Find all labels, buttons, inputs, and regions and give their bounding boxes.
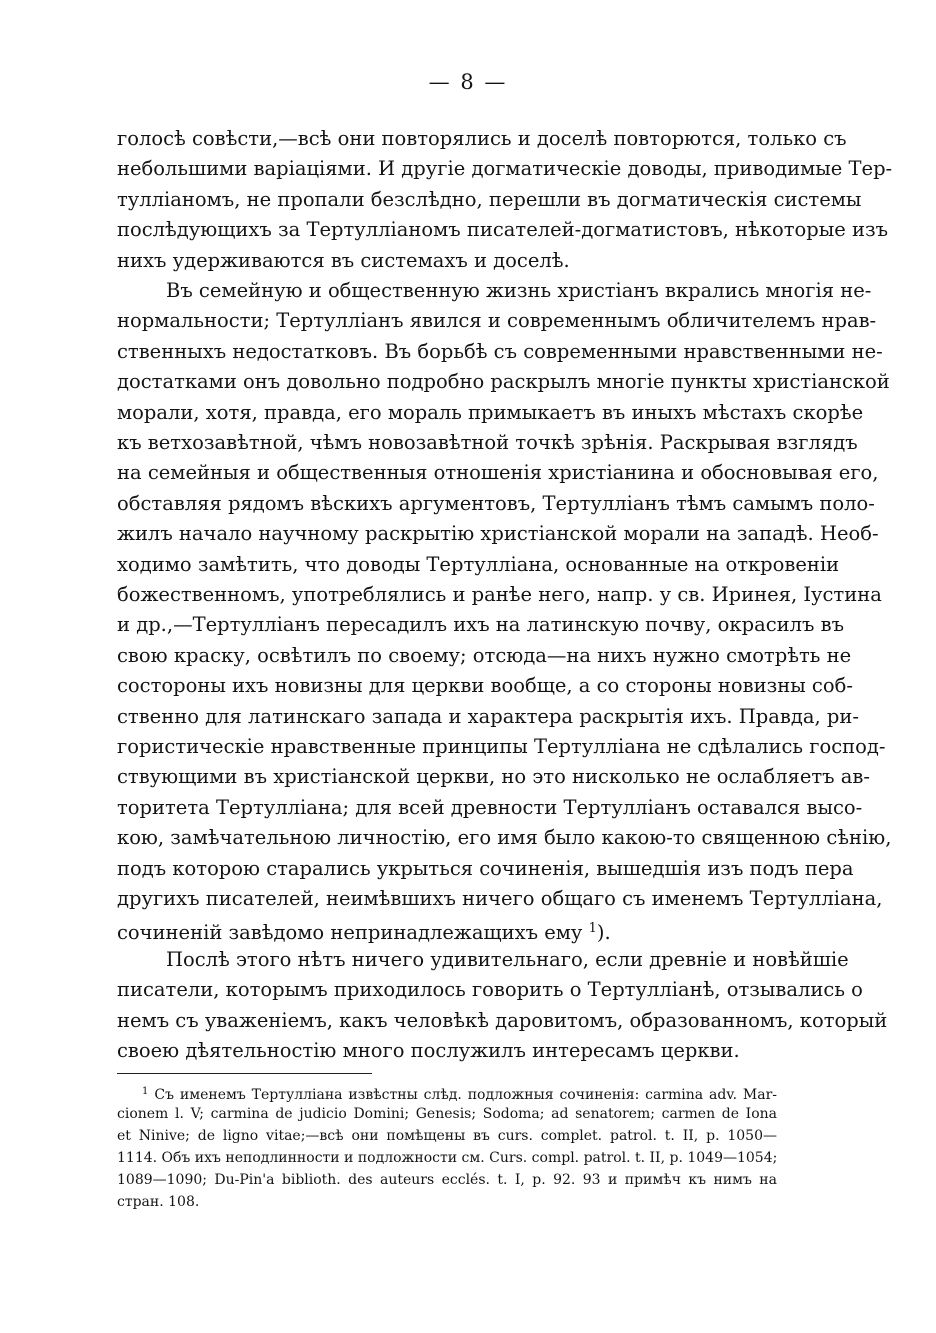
text-line: на семейныя и общественныя отношенія христіанина и обосновывая его, xyxy=(117,461,879,484)
text-line: нихъ удерживаются въ системахъ и доселѣ. xyxy=(117,249,570,272)
text-line: къ ветхозавѣтной, чѣмъ новозавѣтной точкѣ зрѣнія. Раскрывая взглядъ xyxy=(117,431,858,454)
footnote-line: et Ninive; de ligno vitae;—всѣ они помѣщены въ curs. complet. patrol. t. II, p. 1050— xyxy=(117,1128,777,1144)
text-line: достатками онъ довольно подробно раскрылъ многіе пункты христіанской xyxy=(117,370,890,393)
text-line-with-footnote-ref xyxy=(117,915,777,947)
footnote-mark: 1 xyxy=(142,1086,149,1097)
text-line: ственныхъ недостатковъ. Въ борьбѣ съ современными нравственными не- xyxy=(117,340,883,363)
text-line: морали, хотя, правда, его мораль примыкаетъ въ иныхъ мѣстахъ скорѣе xyxy=(117,401,864,424)
footnote-line-text: Съ именемъ Тертулліана извѣстны слѣд. подложныя сочиненія: carmina adv. Mar- xyxy=(154,1087,777,1103)
footnote-reference-close: ). xyxy=(596,921,611,944)
text-line: состороны ихъ новизны для церкви вообще, а со стороны новизны соб- xyxy=(117,674,853,697)
text-line: и др.,—Тертулліанъ пересадилъ ихъ на латинскую почву, окрасилъ въ xyxy=(117,613,844,636)
text-line: своею дѣятельностію много послужилъ интересамъ церкви. xyxy=(117,1039,740,1062)
footnote-reference[interactable]: 1 xyxy=(588,921,597,936)
footnote-line: 1089—1090; Du-Pin'a biblioth. des auteurs ecclés. t. I, p. 92. 93 и примѣч къ нимъ на xyxy=(117,1172,777,1188)
text-line: ственно для латинскаго запада и характера раскрытія ихъ. Правда, ри- xyxy=(117,705,859,728)
text-line: божественномъ, употреблялись и ранѣе него, напр. у св. Иринея, Іустина xyxy=(117,583,882,606)
text-line: тулліаномъ, не пропали безслѣдно, перешли въ догматическія системы xyxy=(117,188,862,211)
footnote-line: 1114. Объ ихъ неподлинности и подложности см. Curs. compl. patrol. t. II, p. 1049—1054; xyxy=(117,1150,778,1166)
text-line: подъ которою старались укрыться сочиненія, вышедшія изъ подъ пера xyxy=(117,857,854,880)
text-line: нормальности; Тертулліанъ явился и современнымъ обличителемъ нрав- xyxy=(117,309,877,332)
text-line: немъ съ уваженіемъ, какъ человѣкѣ даровитомъ, образованномъ, который xyxy=(117,1009,888,1032)
text-line: Послѣ этого нѣтъ ничего удивительнаго, если древніе и новѣйшіе xyxy=(166,948,849,971)
text-line: ходимо замѣтить, что доводы Тертулліана, основанные на откровеніи xyxy=(117,553,840,576)
footnote-line: стран. 108. xyxy=(117,1194,200,1210)
text-line: другихъ писателей, неимѣвшихъ ничего общаго съ именемъ Тертулліана, xyxy=(117,887,883,910)
text-line-content: сочиненій завѣдомо непринадлежащихъ ему xyxy=(117,921,583,944)
footnote-separator xyxy=(117,1073,372,1074)
text-line: ствующими въ христіанской церкви, но это нисколько не ослабляетъ ав- xyxy=(117,765,870,788)
text-line: свою краску, освѣтилъ по своему; отсюда—на нихъ нужно смотрѣть не xyxy=(117,644,852,667)
text-line: послѣдующихъ за Тертулліаномъ писателей-догматистовъ, нѣкоторые изъ xyxy=(117,218,889,241)
footnote-line: cionem l. V; carmina de judicio Domini; Genesis; Sodoma; ad senatorem; carmen de Iona xyxy=(117,1106,777,1122)
text-line: небольшими варіаціями. И другіе догматическіе доводы, приводимые Тер- xyxy=(117,157,893,180)
text-line: гористическіе нравственные принципы Тертулліана не сдѣлались господ- xyxy=(117,735,886,758)
text-line: кою, замѣчательною личностію, его имя было какою-то священною сѣнію, xyxy=(117,826,892,849)
text-line: писатели, которымъ приходилось говорить о Тертулліанѣ, отзывались о xyxy=(117,978,863,1001)
text-line: торитета Тертулліана; для всей древности Тертулліанъ оставался высо- xyxy=(117,796,863,819)
text-line: жилъ начало научному раскрытію христіанской морали на западѣ. Необ- xyxy=(117,522,879,545)
text-line: голосѣ совѣсти,—всѣ они повторялись и доселѣ повторются, только съ xyxy=(117,127,847,150)
page-number: — 8 — xyxy=(428,70,508,94)
text-line: обставляя рядомъ вѣскихъ аргументовъ, Тертулліанъ тѣмъ самымъ поло- xyxy=(117,492,875,515)
text-line: Въ семейную и общественную жизнь христіанъ вкрались многія не- xyxy=(166,279,872,302)
